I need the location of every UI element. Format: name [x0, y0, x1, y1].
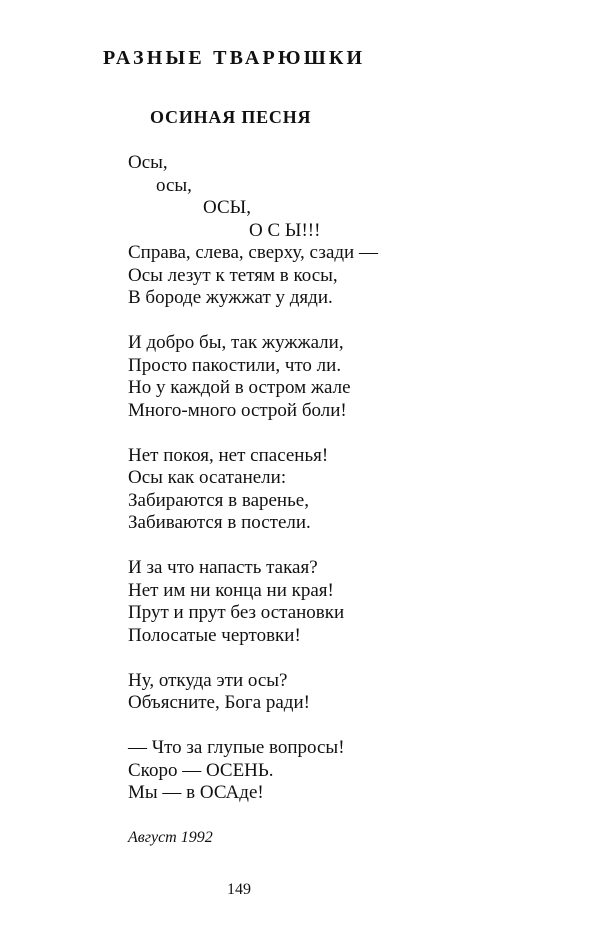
poem-title: ОСИНАЯ ПЕСНЯ — [150, 107, 312, 127]
stanza — [128, 332, 378, 422]
stanza — [128, 670, 378, 715]
poem-line: Прут и прут без остановки — [128, 602, 345, 623]
stanza — [128, 152, 378, 310]
poem-line: И добро бы, так жужжали, — [128, 332, 344, 353]
poem-line: Полосатые чертовки! — [128, 624, 301, 646]
poem-line: ОСЫ, — [203, 197, 251, 218]
poem-line: Осы, — [128, 152, 168, 173]
poem-line: Забираются в варенье, — [128, 489, 309, 511]
poem-line: Справа, слева, сверху, сзади — — [128, 242, 378, 263]
page-number: 149 — [227, 881, 251, 898]
poem-line: Нет покоя, нет спасенья! — [128, 444, 329, 466]
poem-body — [128, 152, 378, 827]
section-title: РАЗНЫЕ ТВАРЮШКИ — [103, 47, 366, 69]
poem-line: — Что за глупые вопросы! — [128, 737, 345, 758]
poem-line: Осы как осатанели: — [128, 467, 287, 488]
poem-date: Август 1992 — [128, 829, 213, 846]
poem-line: Много-много острой боли! — [128, 399, 347, 421]
poem-line: Забиваются в постели. — [128, 512, 311, 533]
poem-line: Просто пакостили, что ли. — [128, 354, 342, 376]
poem-line: Ну, откуда эти осы? — [128, 669, 288, 691]
poem-line: Нет им ни конца ни края! — [128, 579, 334, 601]
stanza — [128, 445, 378, 535]
poem-line: Но у каждой в остром жале — [128, 377, 351, 398]
poem-line: В бороде жужжат у дяди. — [128, 287, 333, 308]
poem-line: осы, — [156, 174, 192, 196]
poem-line: Скоро — ОСЕНЬ. — [128, 759, 274, 781]
poem-line: И за что напасть такая? — [128, 557, 318, 578]
poem-line: Объясните, Бога ради! — [128, 692, 310, 713]
stanza — [128, 737, 378, 805]
stanza — [128, 557, 378, 647]
poem-line: Осы лезут к тетям в косы, — [128, 264, 338, 286]
poem-line: Мы — в ОСАде! — [128, 782, 264, 803]
poem-line: О С Ы!!! — [249, 219, 321, 241]
